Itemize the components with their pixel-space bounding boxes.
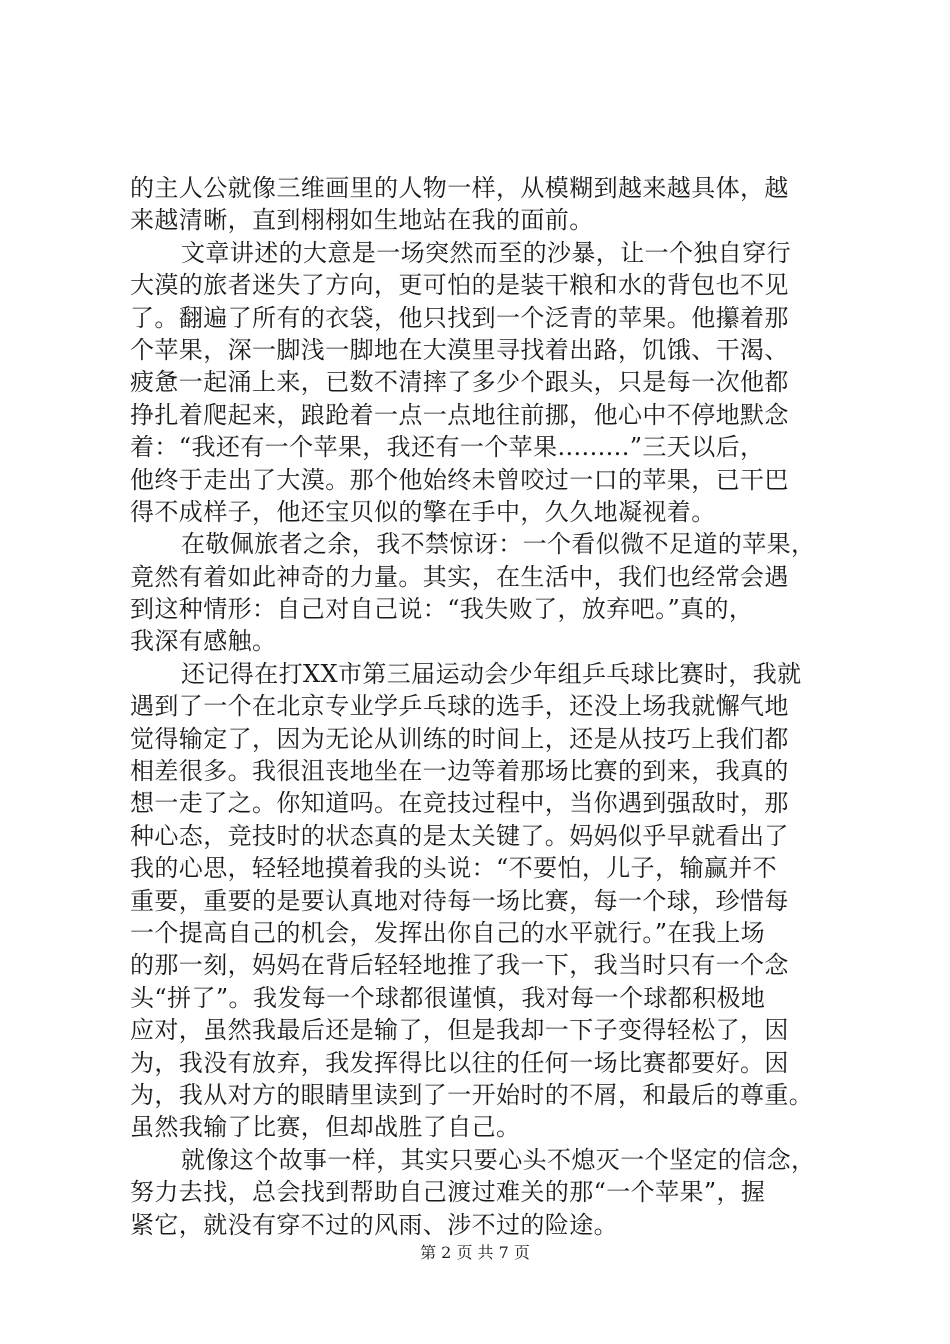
text-line: 为，我没有放弃，我发挥得比以往的任何一场比赛都要好。因 — [130, 1048, 789, 1077]
paragraph-start-line: 就像这个故事一样，其实只要心头不熄灭一个坚定的信念， — [181, 1145, 816, 1174]
text-line: 我的心思，轻轻地摸着我的头说：“不要怕，儿子，输赢并不 — [130, 854, 778, 883]
text-line: 到这种情形：自己对自己说：“我失败了，放弃吧。”真的， — [130, 595, 754, 624]
text-line: 他终于走出了大漠。那个他始终未曾咬过一口的苹果，已干巴 — [130, 465, 789, 494]
text-line: 紧它，就没有穿不过的风雨、涉不过的险途。 — [130, 1210, 618, 1239]
text-line: 觉得输定了，因为无论从训练的时间上，还是从技巧上我们都 — [130, 724, 789, 753]
text-line: 虽然我输了比赛，但却战胜了自己。 — [130, 1113, 521, 1142]
text-line: 疲惫一起涌上来，已数不清摔了多少个跟头，只是每一次他都 — [130, 368, 789, 397]
document-body — [130, 172, 858, 1241]
text-line: 竟然有着如此神奇的力量。其实，在生活中，我们也经常会遇 — [130, 562, 789, 591]
text-line: 应对，虽然我最后还是输了，但是我却一下子变得轻松了，因 — [130, 1016, 789, 1045]
text-line: 遇到了一个在北京专业学乒乓球的选手，还没上场我就懈气地 — [130, 692, 789, 721]
text-line: 我深有感触。 — [130, 627, 277, 656]
page-number: 第 2 页 共 7 页 — [420, 1243, 530, 1262]
text-line: 重要，重要的是要认真地对待每一场比赛，每一个球，珍惜每 — [130, 886, 789, 915]
text-line: 头“拼了”。我发每一个球都很谨慎，我对每一个球都积极地 — [130, 983, 766, 1012]
text-line: 着：“我还有一个苹果，我还有一个苹果.........”三天以后， — [130, 433, 765, 462]
text-line: 大漠的旅者迷失了方向，更可怕的是装干粮和水的背包也不见 — [130, 271, 789, 300]
text-line: 为，我从对方的眼睛里读到了一开始时的不屑，和最后的尊重。 — [130, 1080, 814, 1109]
paragraph-start-line: 文章讲述的大意是一场突然而至的沙暴，让一个独自穿行 — [181, 238, 791, 267]
text-line: 的主人公就像三维画里的人物一样，从模糊到越来越具体，越 — [130, 174, 789, 202]
text-line: 了。翻遍了所有的衣袋，他只找到一个泛青的苹果。他攥着那 — [130, 303, 789, 332]
text-line: 来越清晰，直到栩栩如生地站在我的面前。 — [130, 206, 594, 235]
text-line: 一个提高自己的机会，发挥出你自己的水平就行。”在我上场 — [130, 918, 766, 947]
text-line: 种心态，竞技时的状态真的是太关键了。妈妈似乎早就看出了 — [130, 821, 789, 850]
paragraph-start-line: 还记得在打XX市第三届运动会少年组乒乓球比赛时，我就 — [181, 659, 802, 688]
text-line: 个苹果，深一脚浅一脚地在大漠里寻找着出路，饥饿、干渴、 — [130, 335, 789, 364]
text-line: 努力去找，总会找到帮助自己渡过难关的那“一个苹果”，握 — [130, 1178, 766, 1207]
text-line: 相差很多。我很沮丧地坐在一边等着那场比赛的到来，我真的 — [130, 757, 789, 786]
text-line: 挣扎着爬起来，踉跄着一点一点地往前挪，他心中不停地默念 — [130, 400, 789, 429]
text-line: 得不成样子，他还宝贝似的擎在手中，久久地凝视着。 — [130, 497, 716, 526]
text-line: 的那一刻，妈妈在背后轻轻地推了我一下，我当时只有一个念 — [130, 951, 789, 980]
text-line: 想一走了之。你知道吗。在竞技过程中，当你遇到强敌时，那 — [130, 789, 789, 818]
paragraph-start-line: 在敬佩旅者之余，我不禁惊讶：一个看似微不足道的苹果， — [181, 530, 816, 559]
